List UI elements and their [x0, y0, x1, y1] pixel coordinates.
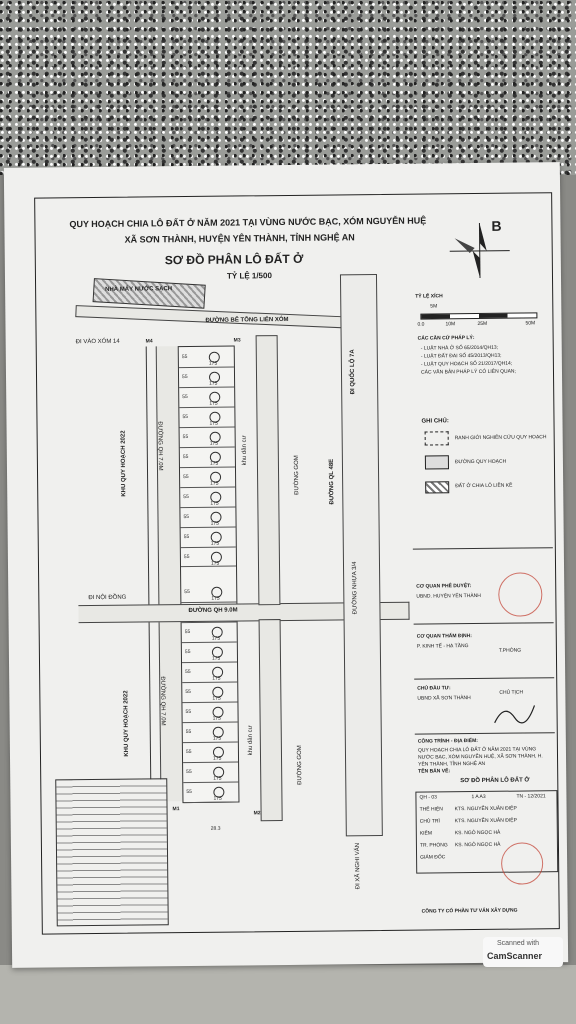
lot-width: 55	[185, 669, 191, 676]
road-gom-top	[256, 335, 281, 605]
lot-parcel	[179, 386, 234, 408]
lot-parcel	[179, 366, 234, 388]
lot-area: 175	[213, 775, 222, 782]
code-cell: QH - 03	[419, 794, 437, 801]
marker-m2: M2	[253, 810, 261, 817]
legend-item: RANH GIỚI NGHIÊN CỨU QUY HOẠCH	[454, 434, 547, 442]
road-qh-mid-label: ĐƯỜNG QH 9.0M	[188, 607, 238, 615]
note-line: - LUẬT QUY HOẠCH SỐ 21/2017/QH14;	[420, 360, 513, 368]
lot-area: 175	[211, 636, 221, 643]
lot-area: 175	[209, 460, 219, 467]
project-label: CÔNG TRÌNH - ĐỊA ĐIỂM:	[417, 737, 478, 745]
factory-label: NHÀ MÁY NƯỚC SẠCH	[105, 286, 173, 293]
investor-role: CHỦ TỊCH	[499, 689, 524, 696]
lot-width: 55	[182, 453, 189, 460]
lot-width: 55	[185, 729, 192, 736]
lot-width: 55	[186, 769, 192, 776]
title-line-1: QUY HOẠCH CHIA LÔ ĐẤT Ở NĂM 2021 TẠI VÙNG NƯỚC BẠC, XÓM NGUYỄN HUỆ	[69, 215, 427, 230]
nghi-van-label: ĐI XÃ NGHI VĂN	[354, 842, 362, 890]
project-value: QUY HOẠCH CHIA LÔ ĐẤT Ở NĂM 2021 TẠI VÙNG NƯỚC BẠC, XÓM NGUYỄN HUỆ, XÃ SƠN THÀNH, H. YÊN THÀNH, TỈNH NGHỆ AN	[417, 746, 543, 768]
scalebar-title: TỶ LỆ XÍCH	[415, 293, 443, 300]
lot-width: 55	[185, 749, 192, 756]
lot-area: 175	[210, 540, 220, 547]
lot-parcel	[182, 662, 237, 684]
scanner-line-1: Scanned with	[497, 940, 540, 947]
note-line: CÁC VĂN BẢN PHÁP LÝ CÓ LIÊN QUAN;	[420, 368, 516, 376]
lot-area: 175	[209, 440, 219, 447]
scalebar-tick-0: 0.0	[417, 321, 425, 328]
appraiser-label: CƠ QUAN THẨM ĐỊNH:	[416, 633, 472, 640]
marker-m3: M3	[233, 337, 241, 344]
lot-parcel	[183, 782, 238, 804]
lot-width: 55	[185, 709, 192, 716]
lot-area: 175	[210, 500, 219, 507]
appraiser-value: P. KINH TẾ - HẠ TẦNG	[416, 643, 469, 650]
signoff-role: THỂ HIỆN	[419, 806, 443, 813]
lot-parcel	[179, 406, 234, 428]
legend-title: GHI CHÚ:	[421, 418, 449, 425]
signoff-role: TR. PHÒNG	[419, 842, 448, 849]
lot-area: 175	[212, 755, 222, 762]
lot-parcel	[183, 762, 238, 784]
lot-area: 175	[212, 735, 222, 742]
width-label: 28.3	[210, 825, 221, 832]
scalebar-tick-3: 50M	[525, 320, 536, 327]
lot-width: 55	[183, 513, 190, 520]
compass-icon	[444, 218, 515, 284]
scale-label: TỶ LỆ 1/500	[226, 271, 272, 281]
drawing-value: SƠ ĐỒ PHÂN LÔ ĐẤT Ở	[460, 777, 530, 785]
legend-item: ĐẤT Ở CHIA LÔ LIỀN KỀ	[455, 482, 513, 490]
lot-area: 175	[209, 380, 218, 387]
lot-parcel	[183, 742, 238, 764]
road-gom-top-label: ĐƯỜNG GOM	[293, 455, 301, 495]
highway	[340, 274, 383, 836]
noi-dong-label: ĐI NỘI ĐỒNG	[88, 594, 127, 602]
lot-parcel	[182, 702, 237, 724]
legend-swatch-boundary	[425, 431, 449, 445]
lot-parcel	[180, 426, 235, 448]
size-cell: 1 A A3	[471, 793, 486, 801]
lot-width: 55	[182, 413, 189, 420]
highway-qlo-label: ĐI QUỐC LỘ 7A	[349, 349, 357, 395]
road-qh-bottom-label: ĐƯỜNG QH 7.0M	[159, 676, 166, 726]
lot-area: 175	[208, 360, 218, 367]
signoff-name: KS. NGÔ NGỌC HÀ	[454, 829, 501, 837]
lot-parcel	[181, 546, 236, 568]
road-qh-top-label: ĐƯỜNG QH 7.0M	[156, 421, 164, 471]
document-sheet	[4, 162, 568, 968]
planning-zone-bottom: KHU QUY HOẠCH 2022	[123, 690, 130, 757]
lot-parcel	[182, 682, 237, 704]
signoff-name: KTS. NGUYỄN XUÂN ĐIỆP	[454, 817, 517, 825]
legend-item: ĐƯỜNG QUY HOẠCH	[454, 458, 507, 466]
drawing-label: TÊN BẢN VẼ:	[418, 768, 451, 775]
lot-parcel	[180, 506, 235, 528]
planning-zone-top: KHU QUY HOẠCH 2022	[120, 430, 128, 497]
lot-area: 175	[210, 520, 219, 527]
lot-area: 175	[209, 400, 218, 407]
asphalt-road-label: ĐƯỜNG NHỰA 3/4	[351, 561, 359, 615]
lot-parcel	[182, 622, 237, 644]
legend-swatch-road	[425, 455, 449, 469]
lot-width: 55	[184, 629, 191, 636]
stamp-icon	[498, 572, 542, 616]
title-line-2: XÃ SƠN THÀNH, HUYỆN YÊN THÀNH, TỈNH NGHỆ AN	[124, 232, 355, 245]
date-cell: TN - 12/2021	[516, 793, 546, 800]
lot-parcel	[183, 722, 238, 744]
compass-label: B	[491, 217, 502, 234]
granite-background	[0, 0, 576, 175]
lot-area: 175	[211, 596, 220, 603]
notes-heading: CÁC CĂN CỨ PHÁP LÝ:	[417, 335, 475, 342]
village-road-label: ĐƯỜNG BÊ TÔNG LIÊN XÓM	[205, 316, 289, 324]
lot-area: 175	[209, 420, 218, 427]
lot-width: 55	[186, 788, 192, 796]
lot-parcel	[179, 347, 234, 369]
lot-width: 55	[183, 533, 190, 540]
lot-width: 55	[181, 373, 188, 381]
lot-area: 175	[212, 715, 221, 722]
company-stamp-icon	[501, 842, 543, 884]
scalebar-tick-2: 25M	[477, 320, 488, 327]
signoff-role: GIÁM ĐỐC	[420, 854, 446, 861]
marker-m4: M4	[145, 338, 153, 345]
scalebar-top: 5M	[430, 303, 438, 310]
road-gom-bottom-label: ĐƯỜNG GOM	[296, 745, 304, 785]
lot-area: 175	[212, 695, 221, 703]
lot-width: 55	[181, 353, 188, 361]
scanner-watermark	[483, 937, 563, 967]
lot-parcel	[180, 486, 235, 508]
lot-area: 175	[211, 656, 221, 663]
note-line: - LUẬT NHÀ Ở SỐ 65/2014/QH13;	[420, 344, 499, 352]
appraiser-role: T.PHÒNG	[498, 647, 522, 654]
road-gom-bottom	[259, 619, 283, 821]
lot-width: 55	[182, 433, 189, 440]
signature-icon	[489, 697, 539, 728]
highway-ql-label: ĐƯỜNG QL 48E	[328, 458, 336, 505]
floor-background	[0, 965, 576, 1024]
lot-parcel	[181, 582, 236, 604]
scanner-line-2: CamScanner	[487, 951, 543, 961]
signoff-name: KS. NGÔ NGỌC HÀ	[454, 841, 501, 849]
scalebar	[420, 312, 537, 319]
lot-width: 55	[184, 589, 190, 596]
lot-width: 55	[183, 473, 189, 480]
approver-label: CƠ QUAN PHÊ DUYỆT:	[416, 583, 472, 590]
lot-area: 175	[213, 795, 222, 802]
lot-parcel	[181, 526, 236, 548]
signoff-name: KTS. NGUYỄN XUÂN ĐIỆP	[454, 805, 517, 813]
company-name: CÔNG TY CỔ PHẦN TƯ VẤN XÂY DỰNG	[421, 907, 518, 915]
lot-width: 55	[183, 553, 190, 560]
note-line: - LUẬT ĐẤT ĐAI SỐ 45/2013/QH13;	[420, 352, 502, 360]
signoff-role: KIỂM	[419, 830, 433, 837]
area-table	[55, 778, 169, 926]
approver-value: UBND. HUYỆN YÊN THÀNH	[416, 592, 481, 600]
lot-parcel	[180, 466, 235, 488]
page-title: SƠ ĐỒ PHÂN LÔ ĐẤT Ở	[164, 251, 304, 268]
lot-area: 175	[210, 560, 220, 567]
residential-top-label: khu dân cư	[241, 435, 248, 466]
lot-area: 175	[212, 675, 221, 683]
investor-label: CHỦ ĐẦU TƯ:	[417, 685, 451, 692]
hamlet-label: ĐI VÀO XÓM 14	[75, 338, 120, 346]
scalebar-tick-1: 10M	[445, 321, 456, 328]
lot-width: 55	[182, 393, 188, 400]
residential-bottom-label: khu dân cư	[247, 725, 254, 756]
lot-width: 55	[184, 649, 191, 656]
lot-parcel	[180, 446, 235, 468]
lot-strip	[178, 346, 240, 804]
lot-parcel	[182, 642, 237, 664]
signoff-role: CHỦ TRÌ	[419, 818, 440, 825]
lot-width: 55	[183, 493, 189, 500]
lot-area: 175	[210, 480, 219, 487]
marker-m1: M1	[172, 806, 180, 813]
lot-width: 55	[185, 689, 191, 696]
investor-value: UBND XÃ SƠN THÀNH	[417, 695, 471, 702]
legend-swatch-lots	[425, 481, 449, 493]
